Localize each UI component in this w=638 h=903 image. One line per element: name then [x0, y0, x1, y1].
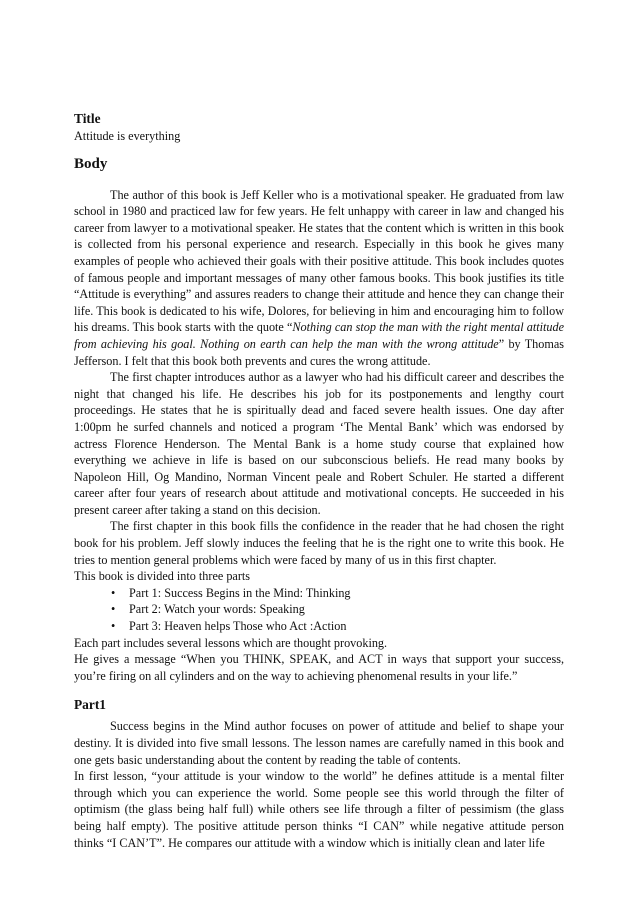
list-item: • Part 1: Success Begins in the Mind: Thinking [111, 585, 564, 602]
list-item: • Part 2: Watch your words: Speaking [111, 601, 564, 618]
intro-text: The author of this book is Jeff Keller who is a motivational speaker. He graduated from law school in 1980 and practiced law for few years. He felt unhappy with career in law and changed his career from lawyer to a motivational speaker. He states that the content which is written in this book is collected from his personal experience and research. Especially in this book he gives many examples of people who achieved their goals with their positive attitude. This book includes quotes of famous people and important messages of many other famous books. This book justifies its title “Attitude is everything” and assures readers to change their attitude and hence they can change their life. This book is dedicated to his wife, Dolores, for believing in him and encouraging him to follow his dreams. This book starts with the quote “ [74, 187, 564, 335]
paragraph-confidence: The first chapter in this book fills the confidence in the reader that he had chosen the right book for his problem. Jeff slowly induces the feeling that he is the right one to write this book. He tries to mention general problems which were faced by many of us in this first chapter. [74, 519, 564, 567]
part1-heading: Part1 [74, 697, 106, 713]
part1-paragraph: Success begins in the Mind author focuses on power of attitude and belief to shape your destiny. It is divided into five small lessons. The lesson names are carefully named in this book and one gets basic understanding about the content by reading the table of contents. [74, 719, 564, 767]
intro-text-end: ” by Thomas Jefferson. I felt that this book both prevents and cures the wrong attitude. [74, 336, 564, 368]
book-title: Attitude is everything [74, 129, 181, 143]
paragraph-first-chapter: The first chapter introduces author as a lawyer who had his difficult career and describes the night that changed his life. He describes his job for its postponements and lengthy court proceedings. He states that he is spiritually dead and faced severe health issues. One day after 1:00pm he surfed channels and noticed a program ‘The Mental Bank’ which was endorsed by actress Florence Henderson. The Mental Bank is a home study course that explained how everything we achieve in life is based on our subconscious beliefs. He read many books by Napoleon Hill, Og Mandino, Norman Vincent peale and Robert Schuler. He started a different career after four years of research about attitude and motivational concepts. He succeeded in his present career after taking a stand on this decision. [74, 370, 564, 517]
list-item: • Part 3: Heaven helps Those who Act :Action [111, 618, 564, 635]
parts-list [74, 585, 564, 635]
body-heading: Body [74, 155, 108, 172]
document-page [74, 110, 564, 851]
parts-intro: This book is divided into three parts [74, 569, 251, 584]
title-heading: Title [74, 111, 101, 126]
paragraph-intro [74, 187, 564, 370]
lesson-one-paragraph: In first lesson, “your attitude is your window to the world” he defines attitude is a mental filter through which you can experience the world. Some people see this world through the filter of optimism (the glass being half full) while others see life through a filter of pessimism (the glass being half empty). The positive attitude person thinks “I CAN” while negative attitude person thinks “I CAN’T”. He compares our attitude with a window which is initially clean and later life [74, 769, 564, 850]
jefferson-quote: Nothing can stop the man with the right mental attitude from achieving his goal. Nothing on earth can help the man with the wrong attitude [74, 320, 565, 351]
message-paragraph: He gives a message “When you THINK, SPEAK, and ACT in ways that support your success, you’re firing on all cylinders and on the way to achieving phenomenal results in your life.” [74, 652, 564, 683]
lessons-line: Each part includes several lessons which are thought provoking. [74, 635, 388, 650]
